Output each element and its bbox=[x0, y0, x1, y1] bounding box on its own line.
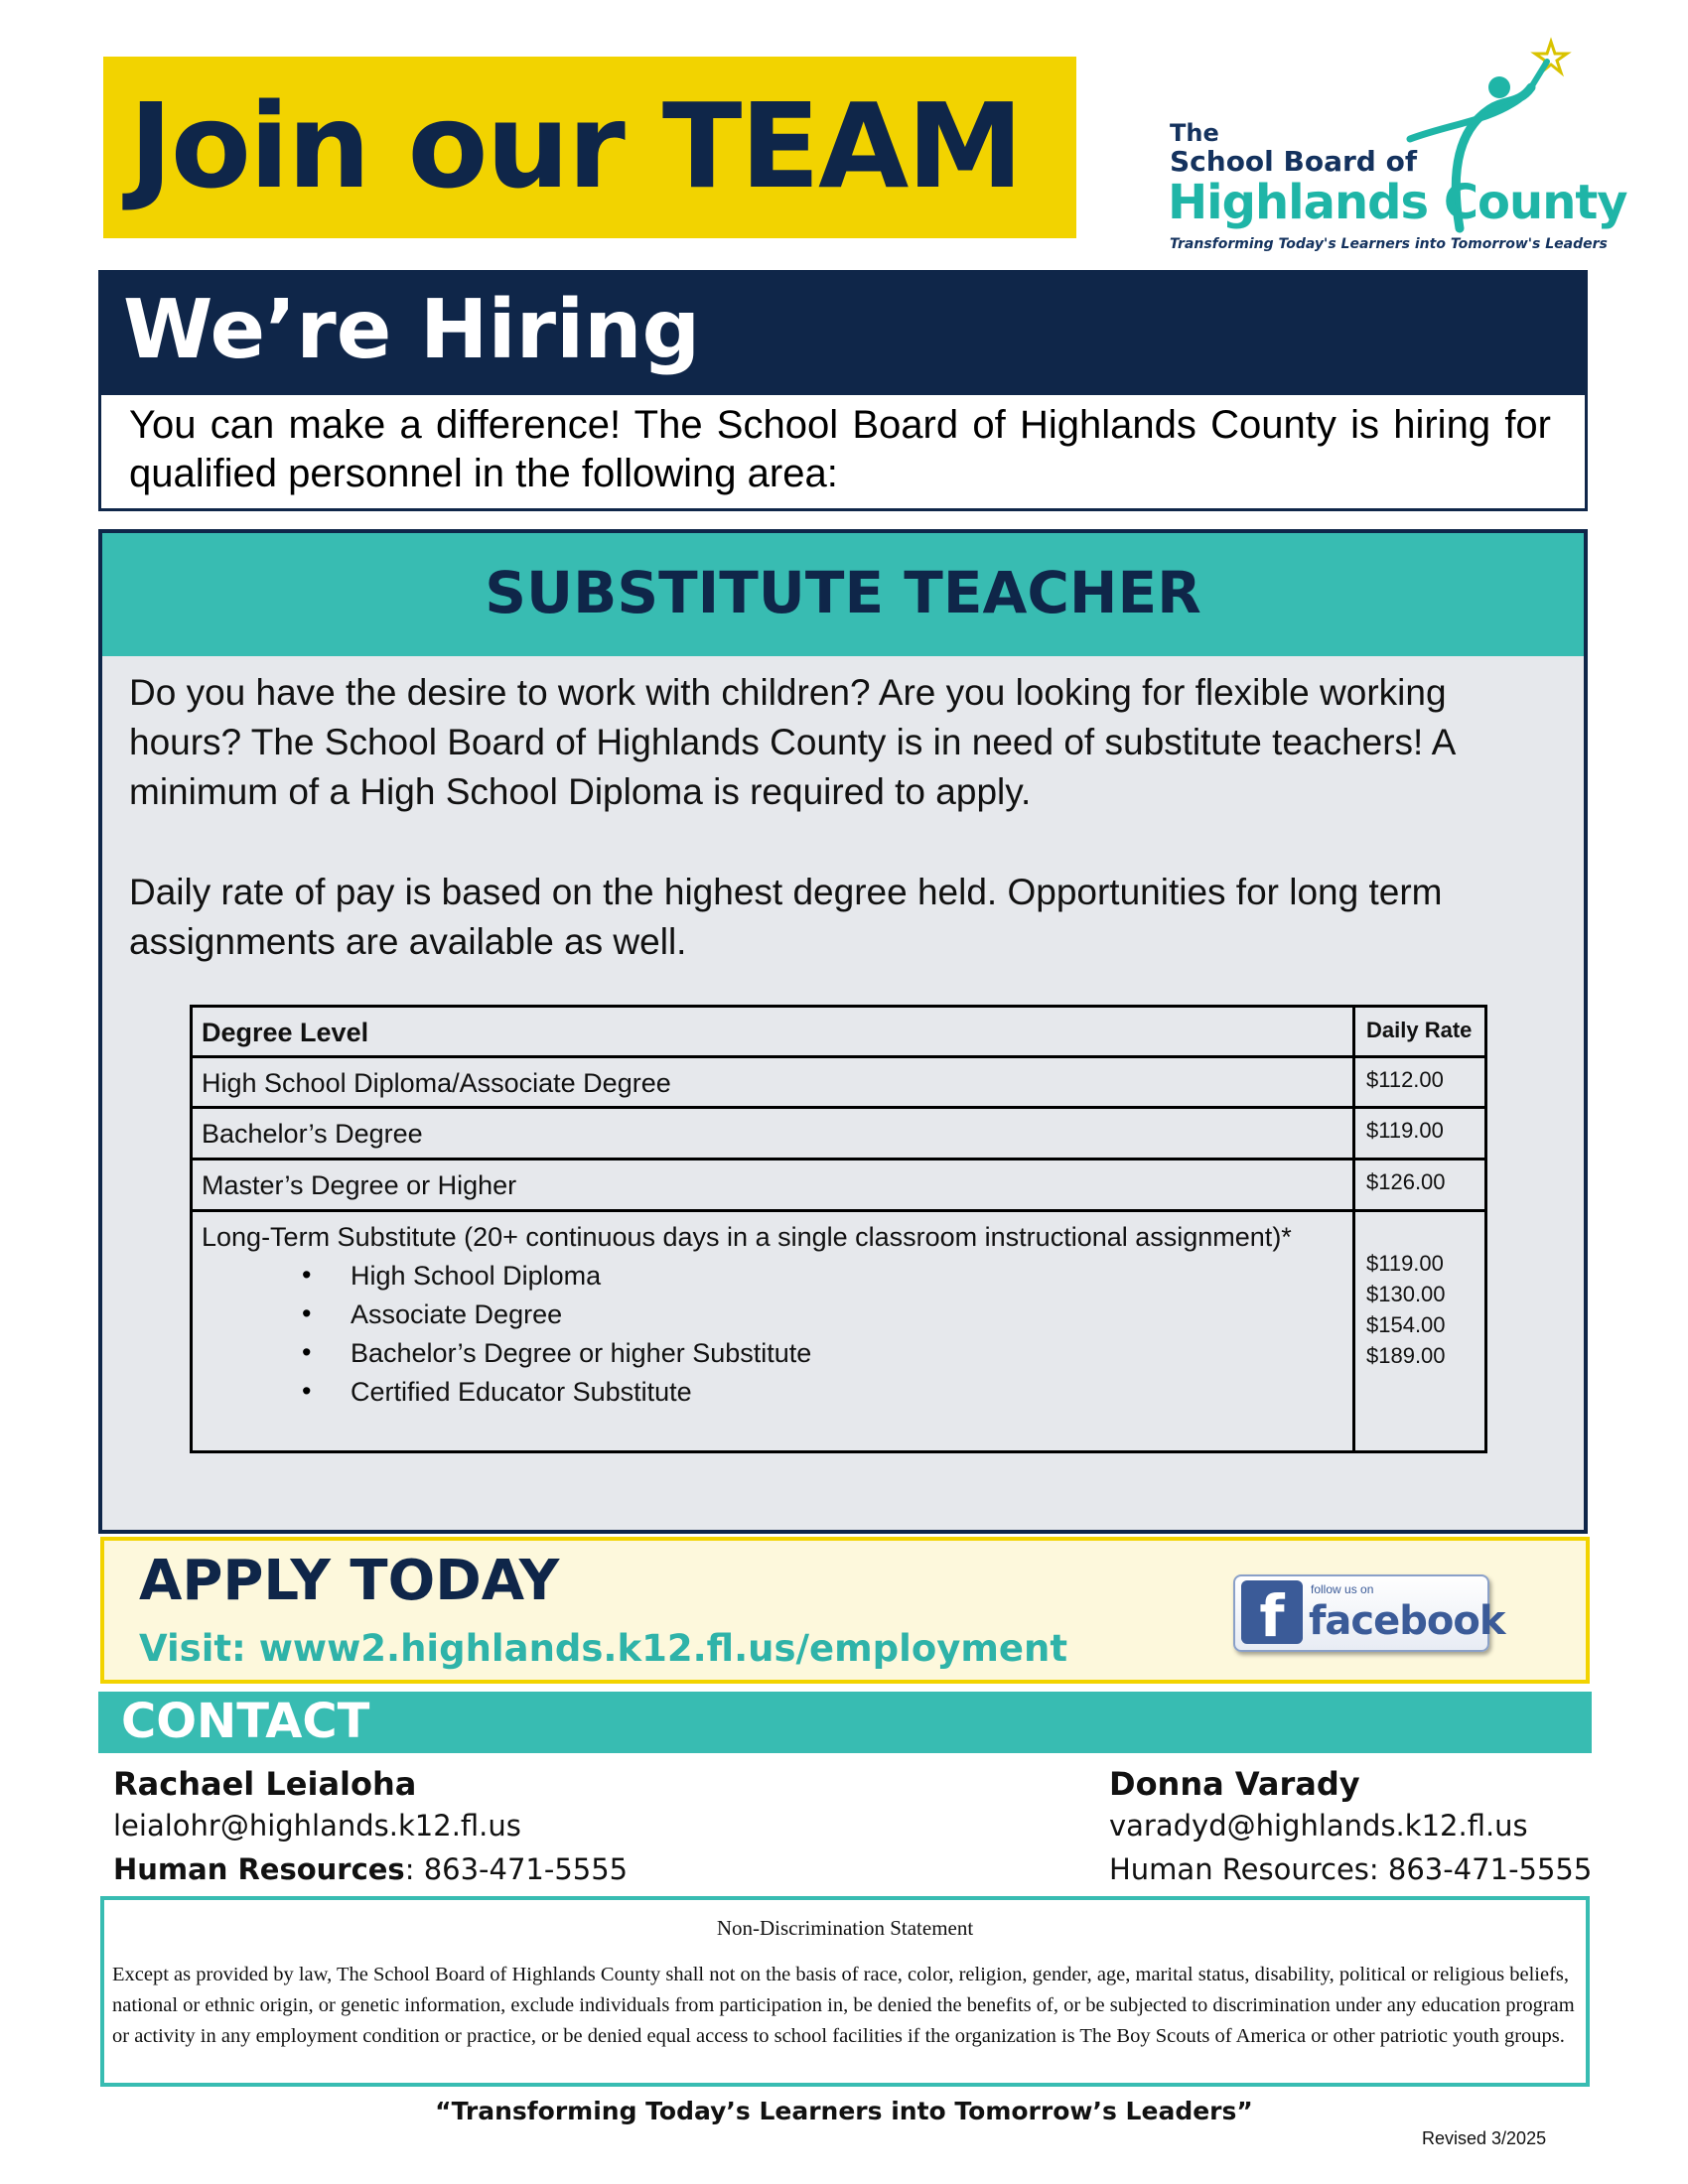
hiring-intro-text: You can make a difference! The School Board of Highlands County is hiring for qualified personnel in the following area: bbox=[129, 403, 1551, 495]
non-discrimination-title: Non-Discrimination Statement bbox=[716, 1916, 974, 1940]
bullet-icon: • bbox=[302, 1376, 312, 1406]
contact-dept-label: Human Resources bbox=[113, 1852, 405, 1886]
apply-link[interactable]: Visit: www2.highlands.k12.fl.us/employment bbox=[139, 1627, 1068, 1670]
contact-phone-line: Human Resources: 863-471-5555 bbox=[1109, 1852, 1593, 1886]
long-term-item: Associate Degree bbox=[351, 1299, 563, 1329]
long-term-item: Bachelor’s Degree or higher Substitute bbox=[351, 1338, 812, 1368]
non-discrimination-text: Except as provided by law, The School Board of Highlands County shall not on the basis of race, color, religion, gender, age, marital status, disability, political or religious beliefs, national or ethnic origin, or genetic information, exclude individuals from participation in, be denied the benefits of, or be subjected to discrimination under any education program or activity in any employment condition or practice, or be denied equal access to school facilities if the organization is The Boy Scouts of America or other patriotic youth groups. bbox=[112, 1964, 1575, 2047]
table-cell-degree: Master’s Degree or Higher bbox=[202, 1170, 517, 1200]
apply-title: APPLY TODAY bbox=[139, 1549, 560, 1613]
long-term-rate: $130.00 bbox=[1366, 1282, 1446, 1306]
table-cell-degree: Bachelor’s Degree bbox=[202, 1119, 423, 1149]
page-title: Join our TEAM bbox=[129, 77, 1022, 214]
contact-name: Donna Varady bbox=[1109, 1765, 1360, 1803]
long-term-rate: $154.00 bbox=[1366, 1312, 1446, 1337]
table-cell-rate: $112.00 bbox=[1366, 1067, 1444, 1092]
contact-email[interactable]: leialohr@highlands.k12.fl.us bbox=[113, 1809, 521, 1843]
logo-text-highlands-county: Highlands County bbox=[1168, 175, 1627, 230]
long-term-rate: $189.00 bbox=[1366, 1343, 1446, 1368]
facebook-wordmark: facebook bbox=[1309, 1598, 1505, 1644]
table-row-divider bbox=[193, 1055, 1484, 1058]
logo-tagline: Transforming Today's Learners into Tomorrow's Leaders bbox=[1170, 236, 1608, 252]
facebook-icon: f bbox=[1241, 1580, 1303, 1644]
position-title: SUBSTITUTE TEACHER bbox=[485, 559, 1201, 626]
position-description: Do you have the desire to work with children? Are you looking for flexible working hours? The School Board of Highlands County is in need of substitute teachers! A minimum of a High School Diploma is required to apply. bbox=[129, 672, 1455, 812]
bullet-icon: • bbox=[302, 1260, 312, 1290]
table-row-divider bbox=[193, 1158, 1484, 1160]
pay-description: Daily rate of pay is based on the highest degree held. Opportunities for long term assignments are available as well. bbox=[129, 872, 1443, 962]
long-term-item: High School Diploma bbox=[351, 1261, 602, 1291]
table-column-divider bbox=[1352, 1008, 1355, 1450]
table-header-degree: Degree Level bbox=[202, 1018, 369, 1047]
logo-text-the: The bbox=[1170, 119, 1219, 147]
table-row-divider bbox=[193, 1106, 1484, 1109]
bullet-icon: • bbox=[302, 1337, 312, 1367]
revised-date: Revised 3/2025 bbox=[1422, 2128, 1547, 2148]
contact-phone-line bbox=[113, 1852, 628, 1886]
long-term-label: Long-Term Substitute (20+ continuous days in a single classroom instructional assignment)* bbox=[202, 1222, 1292, 1252]
contact-name: Rachael Leialoha bbox=[113, 1765, 417, 1803]
rate-table bbox=[190, 1005, 1487, 1453]
contact-title: CONTACT bbox=[121, 1694, 370, 1749]
long-term-item: Certified Educator Substitute bbox=[351, 1377, 692, 1407]
logo-text-school-board: School Board of bbox=[1170, 145, 1418, 178]
table-header-rate: Daily Rate bbox=[1366, 1018, 1473, 1042]
table-cell-rate: $119.00 bbox=[1366, 1118, 1444, 1143]
facebook-follow-text: follow us on bbox=[1311, 1582, 1374, 1596]
long-term-rate: $119.00 bbox=[1366, 1251, 1444, 1276]
hiring-title: We’re Hiring bbox=[123, 283, 701, 377]
table-cell-degree: High School Diploma/Associate Degree bbox=[202, 1068, 671, 1098]
contact-phone: : 863-471-5555 bbox=[404, 1852, 629, 1886]
bullet-icon: • bbox=[302, 1298, 312, 1328]
table-row-divider bbox=[193, 1209, 1484, 1212]
footer-quote: “Transforming Today’s Learners into Tomorrow’s Leaders” bbox=[435, 2097, 1253, 2125]
contact-email[interactable]: varadyd@highlands.k12.fl.us bbox=[1109, 1809, 1528, 1843]
table-cell-rate: $126.00 bbox=[1366, 1169, 1446, 1194]
